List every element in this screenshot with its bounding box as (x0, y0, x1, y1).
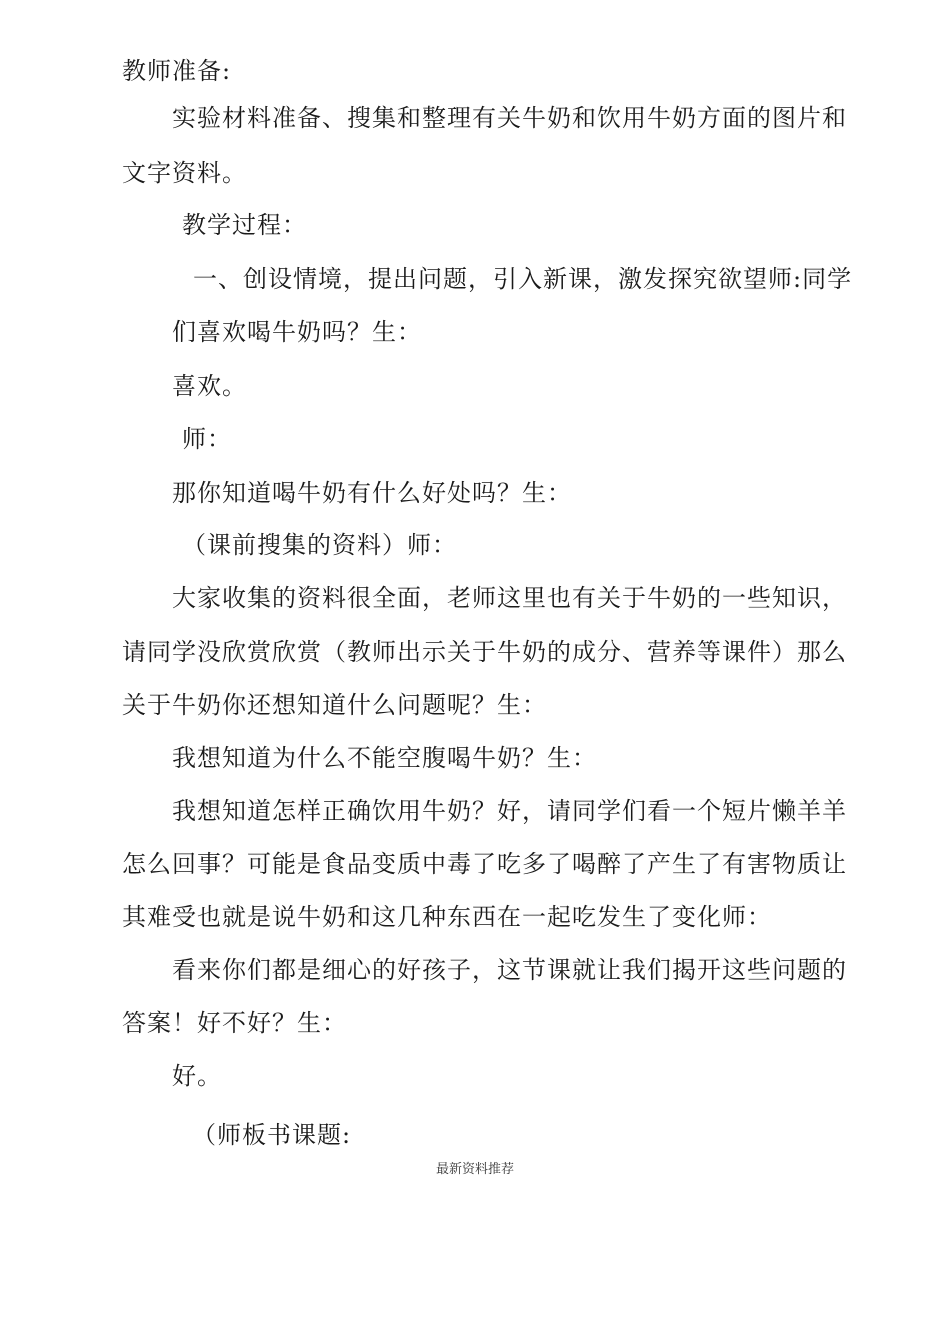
text-line: 请同学没欣赏欣赏（教师出示关于牛奶的成分、营养等课件）那么 (122, 638, 847, 666)
page-footer: 最新资料推荐 (435, 1162, 514, 1177)
text-line: 教师准备: (122, 57, 232, 85)
text-line: 怎么回事？可能是食品变质中毒了吃多了喝醉了产生了有害物质让 (122, 850, 847, 878)
text-line: 答案！好不好？生： (122, 1009, 347, 1037)
section-heading: 教学过程： (182, 211, 307, 239)
text-line: 我想知道为什么不能空腹喝牛奶？生： (172, 744, 597, 772)
text-line: （师板书课题: (192, 1121, 352, 1149)
text-line: 们喜欢喝牛奶吗？生： (172, 318, 422, 346)
text-line: 关于牛奶你还想知道什么问题呢？生： (122, 691, 547, 719)
text-line: 实验材料准备、搜集和整理有关牛奶和饮用牛奶方面的图片和 (172, 104, 847, 132)
text-line: 其难受也就是说牛奶和这几种东西在一起吃发生了变化师： (122, 903, 772, 931)
text-line: 师： (182, 425, 232, 453)
text-line: （课前搜集的资料）师： (182, 531, 457, 559)
text-line: 一、创设情境，提出问题，引入新课，激发探究欲望师:同学 (193, 265, 853, 293)
text-line: 我想知道怎样正确饮用牛奶？好，请同学们看一个短片懒羊羊 (172, 797, 847, 825)
text-line: 看来你们都是细心的好孩子，这节课就让我们揭开这些问题的 (172, 956, 847, 984)
text-line: 好。 (172, 1062, 222, 1090)
text-line: 大家收集的资料很全面，老师这里也有关于牛奶的一些知识， (172, 584, 847, 612)
text-line: 文字资料。 (122, 159, 247, 187)
text-line: 喜欢。 (172, 372, 247, 400)
text-line: 那你知道喝牛奶有什么好处吗？生： (172, 479, 572, 507)
